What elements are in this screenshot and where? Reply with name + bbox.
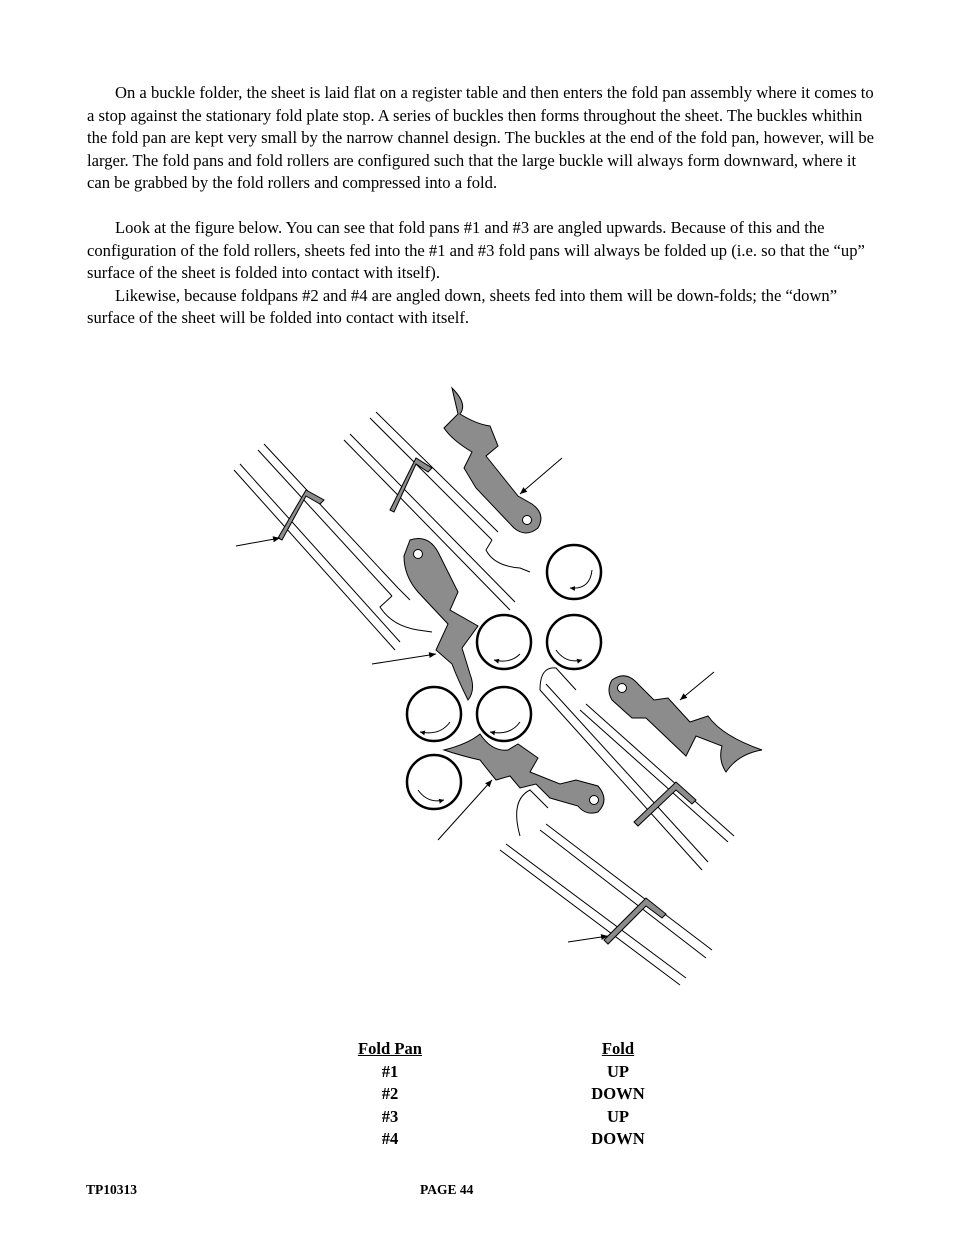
fold-pan-header: Fold Pan bbox=[357, 1039, 423, 1058]
table-cell: UP bbox=[606, 1061, 630, 1081]
fold-roller-6 bbox=[407, 755, 461, 809]
paragraph-2: Look at the figure below. You can see that fold pans #1 and #3 are angled upwards. Because of this and the configuration of the fold rollers, sheets fed into the #1 and #3 fold pans will always be folded up (i.e. so that the “up” surface of the sheet is folded into contact with itself). bbox=[87, 218, 865, 282]
table-cell: #2 bbox=[381, 1084, 399, 1104]
fold-roller-1 bbox=[547, 545, 601, 599]
deflector-right bbox=[609, 676, 762, 772]
paragraph-3: Likewise, because foldpans #2 and #4 are angled down, sheets fed into them will be down-folds; the “down” surface of the sheet will be folded into contact with itself. bbox=[87, 285, 838, 327]
body-text bbox=[87, 82, 877, 330]
page-number: PAGE 44 bbox=[420, 1182, 474, 1197]
fold-roller-3 bbox=[547, 615, 601, 669]
fold-plate-stop-4 bbox=[604, 898, 666, 944]
table-cell: UP bbox=[606, 1106, 630, 1126]
fold-plate-stop-3 bbox=[634, 782, 696, 826]
deflector-top bbox=[444, 388, 541, 533]
fold-plate-stop-2 bbox=[390, 458, 432, 512]
fold-pan-4 bbox=[500, 790, 712, 985]
table-cell: DOWN bbox=[591, 1084, 645, 1104]
paragraph-1: On a buckle folder, the sheet is laid flat on a register table and then enters the fold pan assembly where it comes to a stop against the stationary fold plate stop. A series of buckles then forms throughout the sheet. The buckles whithin the fold pan are kept very small by the narrow channel design. The buckles at the end of the fold pan, however, will be larger. The fold pans and fold rollers are configured such that the large buckle will always form downward, where it can be grabbed by the fold rollers and compressed into a fold. bbox=[87, 83, 874, 192]
deflector-bottom bbox=[444, 734, 604, 813]
table-cell: DOWN bbox=[591, 1129, 645, 1149]
table-cell: #4 bbox=[381, 1129, 399, 1149]
deflector-left bbox=[404, 539, 478, 701]
fold-header: Fold bbox=[601, 1039, 635, 1058]
fold-pan-column bbox=[350, 1038, 430, 1151]
fold-roller-2 bbox=[477, 615, 531, 669]
document-id: TP10313 bbox=[86, 1182, 138, 1197]
table-cell: #1 bbox=[381, 1061, 399, 1081]
table-cell: #3 bbox=[381, 1106, 399, 1126]
fold-roller-4 bbox=[407, 687, 461, 741]
fold-column bbox=[578, 1038, 658, 1151]
buckle-folder-diagram bbox=[0, 370, 954, 1000]
fold-roller-5 bbox=[477, 687, 531, 741]
fold-pan-1 bbox=[234, 444, 432, 650]
